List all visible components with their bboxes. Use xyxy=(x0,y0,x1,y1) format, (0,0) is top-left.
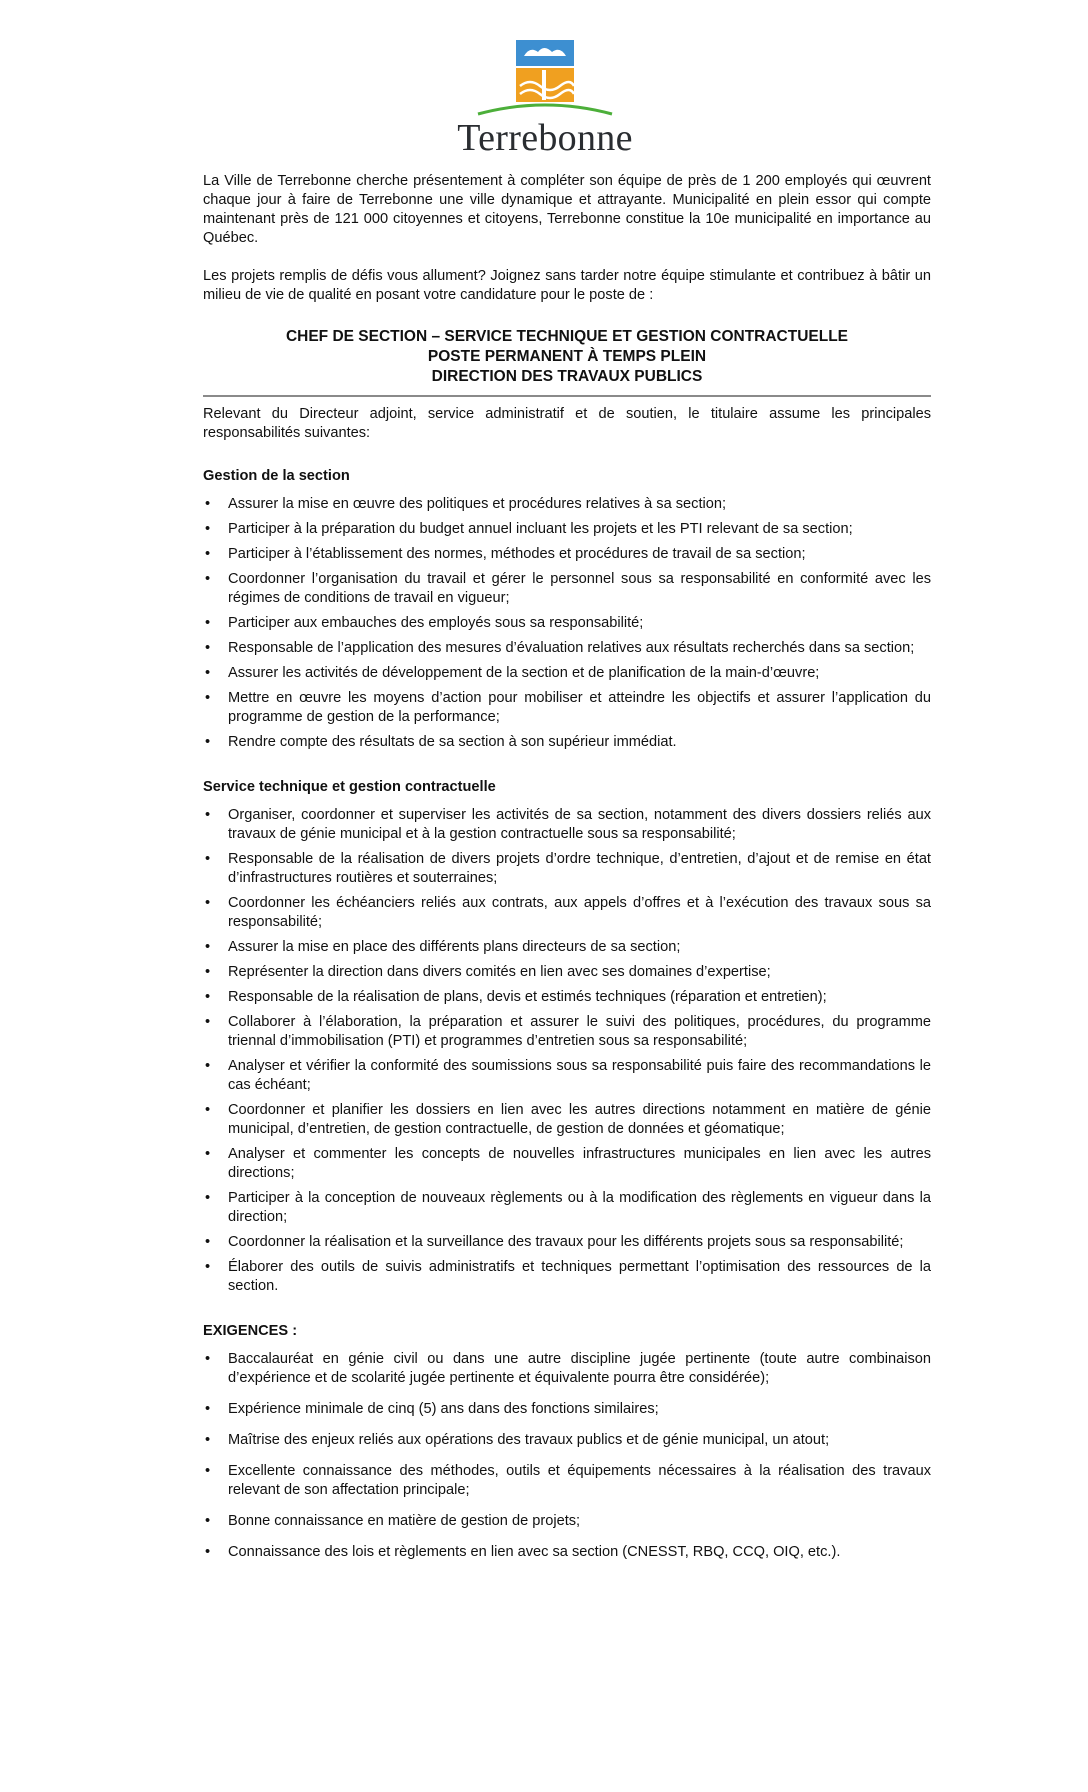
bullet-icon: • xyxy=(205,1259,211,1275)
list-item-text: Connaissance des lois et règlements en lien avec sa section (CNESST, RBQ, CCQ, OIQ, etc.). xyxy=(228,1544,841,1560)
list-item-text: Mettre en œuvre les moyens d’action pour mobiliser et atteindre les objectifs et assurer l’application du programme de gestion de la performance; xyxy=(228,690,931,725)
list-item xyxy=(203,689,931,727)
list-item xyxy=(203,1462,931,1500)
requirements-list xyxy=(203,1350,931,1562)
list-item-text: Maîtrise des enjeux reliés aux opérations des travaux publics et de génie municipal, un atout; xyxy=(228,1432,830,1448)
list-item-text: Représenter la direction dans divers comités en lien avec ses domaines d’expertise; xyxy=(228,964,771,980)
bullet-icon: • xyxy=(205,521,211,537)
bullet-icon: • xyxy=(205,1513,211,1529)
list-item-text: Responsable de l’application des mesures d’évaluation relatives aux résultats recherchés dans sa section; xyxy=(228,640,915,656)
logo-wordmark: Terrebonne xyxy=(457,117,633,159)
bullet-icon: • xyxy=(205,1234,211,1250)
list-item-text: Assurer la mise en place des différents plans directeurs de sa section; xyxy=(228,939,681,955)
bullet-icon: • xyxy=(205,665,211,681)
list-item-text: Excellente connaissance des méthodes, outils et équipements nécessaires à la réalisation des travaux relevant de son affectation principale; xyxy=(228,1463,931,1498)
bullet-icon: • xyxy=(205,851,211,867)
position-title-block xyxy=(203,327,931,387)
list-item-text: Analyser et commenter les concepts de nouvelles infrastructures municipales en lien avec les autres directions; xyxy=(228,1146,931,1181)
bullet-icon: • xyxy=(205,1014,211,1030)
bullet-icon: • xyxy=(205,1432,211,1448)
call-to-action-paragraph: Les projets remplis de défis vous allument? Joignez sans tarder notre équipe stimulante et contribuez à bâtir un milieu de vie de qualité en posant votre candidature pour le poste de : xyxy=(203,268,931,303)
list-item-text: Responsable de la réalisation de divers projets d’ordre technique, d’entretien, d’ajout et de remise en état d’infrastructures routières et souterraines; xyxy=(228,851,931,886)
bullet-icon: • xyxy=(205,1190,211,1206)
list-item xyxy=(203,1400,931,1419)
section-requirements xyxy=(203,1322,931,1562)
list-item-text: Bonne connaissance en matière de gestion de projets; xyxy=(228,1513,581,1529)
section-heading: Gestion de la section xyxy=(203,468,350,484)
list-item-text: Coordonner les échéanciers reliés aux contrats, aux appels d’offres et à l’exécution des travaux sous sa responsabilité; xyxy=(228,895,931,930)
list-item-text: Coordonner l’organisation du travail et gérer le personnel sous sa responsabilité en conformité avec les régimes de conditions de travail en vigueur; xyxy=(228,571,931,606)
list-item-text: Baccalauréat en génie civil ou dans une autre discipline jugée pertinente (toute autre combinaison d’expérience et de scolarité jugée pertinente et équivalente pourra être considérée); xyxy=(228,1351,931,1386)
position-title: CHEF DE SECTION – SERVICE TECHNIQUE ET GESTION CONTRACTUELLE xyxy=(285,328,849,345)
list-item-text: Coordonner la réalisation et la surveillance des travaux pour les différents projets sous sa responsabilité; xyxy=(228,1234,904,1250)
list-item xyxy=(203,1101,931,1139)
list-item xyxy=(203,495,931,514)
list-item xyxy=(203,614,931,633)
bullet-icon: • xyxy=(205,1146,211,1162)
bullet-icon: • xyxy=(205,964,211,980)
bullet-icon: • xyxy=(205,640,211,656)
list-item xyxy=(203,545,931,564)
bullet-icon: • xyxy=(205,807,211,823)
bullet-icon: • xyxy=(205,939,211,955)
list-item xyxy=(203,894,931,932)
list-item xyxy=(203,1431,931,1450)
section-heading: EXIGENCES : xyxy=(203,1323,298,1339)
bullet-icon: • xyxy=(205,1102,211,1118)
list-item xyxy=(203,1189,931,1227)
position-status: POSTE PERMANENT À TEMPS PLEIN xyxy=(427,348,707,365)
responsibility-list xyxy=(203,806,931,1296)
section-heading: Service technique et gestion contractuelle xyxy=(203,779,496,795)
posting-body xyxy=(203,172,931,1574)
list-item xyxy=(203,850,931,888)
list-item-text: Élaborer des outils de suivis administratifs et techniques permettant l’optimisation des ressources de la section. xyxy=(228,1259,931,1294)
bullet-icon: • xyxy=(205,546,211,562)
list-item xyxy=(203,938,931,957)
list-item xyxy=(203,664,931,683)
intro-paragraph: La Ville de Terrebonne cherche présentement à compléter son équipe de près de 1 200 employés qui œuvrent chaque jour à faire de Terrebonne une ville dynamique et attrayante. Municipalité en plein essor qui compte maintenant près de 121 000 citoyennes et citoyens, Terrebonne constitue la 10e municipalité en importance au Québec. xyxy=(203,173,931,246)
bullet-icon: • xyxy=(205,1544,211,1560)
list-item xyxy=(203,570,931,608)
list-item xyxy=(203,639,931,658)
list-item xyxy=(203,1057,931,1095)
bullet-icon: • xyxy=(205,615,211,631)
bullet-icon: • xyxy=(205,734,211,750)
list-item xyxy=(203,806,931,844)
list-item-text: Participer à l’établissement des normes, méthodes et procédures de travail de sa section; xyxy=(228,546,806,562)
list-item-text: Analyser et vérifier la conformité des soumissions sous sa responsabilité puis faire des recommandations le cas échéant; xyxy=(228,1058,931,1093)
list-item-text: Organiser, coordonner et superviser les activités de sa section, notamment des divers dossiers reliés aux travaux de génie municipal et à la gestion contractuelle sous sa responsabilité; xyxy=(228,807,931,842)
bullet-icon: • xyxy=(205,1058,211,1074)
list-item-text: Participer à la préparation du budget annuel incluant les projets et les PTI relevant de sa section; xyxy=(228,521,853,537)
list-item-text: Collaborer à l’élaboration, la préparation et assurer le suivi des politiques, procédures, du programme triennal d’immobilisation (PTI) et programmes d’entretien sous sa responsabilité; xyxy=(228,1014,931,1049)
list-item xyxy=(203,1145,931,1183)
list-item-text: Assurer la mise en œuvre des politiques et procédures relatives à sa section; xyxy=(228,496,727,512)
bullet-icon: • xyxy=(205,989,211,1005)
list-item-text: Coordonner et planifier les dossiers en lien avec les autres directions notamment en matière de génie municipal, d’entretien, de gestion contractuelle, de gestion de données et géomatique; xyxy=(228,1102,931,1137)
list-item-text: Responsable de la réalisation de plans, devis et estimés techniques (réparation et entretien); xyxy=(228,989,827,1005)
bullet-icon: • xyxy=(205,571,211,587)
bullet-icon: • xyxy=(205,1463,211,1479)
list-item-text: Assurer les activités de développement de la section et de planification de la main-d’œuvre; xyxy=(228,665,820,681)
list-item xyxy=(203,520,931,539)
bullet-icon: • xyxy=(205,1351,211,1367)
list-item xyxy=(203,1512,931,1531)
bullet-icon: • xyxy=(205,496,211,512)
city-emblem-icon xyxy=(440,38,650,118)
list-item xyxy=(203,1013,931,1051)
terrebonne-logo xyxy=(440,38,650,158)
list-item xyxy=(203,1258,931,1296)
section-service-technique xyxy=(203,778,931,1296)
list-item-text: Expérience minimale de cinq (5) ans dans des fonctions similaires; xyxy=(228,1401,659,1417)
reports-to-paragraph: Relevant du Directeur adjoint, service administratif et de soutien, le titulaire assume les principales responsabilités suivantes: xyxy=(203,406,931,441)
list-item-text: Participer aux embauches des employés sous sa responsabilité; xyxy=(228,615,644,631)
list-item xyxy=(203,963,931,982)
list-item xyxy=(203,1233,931,1252)
list-item xyxy=(203,733,931,752)
bullet-icon: • xyxy=(205,1401,211,1417)
list-item xyxy=(203,988,931,1007)
position-department: DIRECTION DES TRAVAUX PUBLICS xyxy=(431,368,703,385)
list-item-text: Participer à la conception de nouveaux règlements ou à la modification des règlements en vigueur dans la direction; xyxy=(228,1190,931,1225)
divider xyxy=(203,395,931,397)
list-item xyxy=(203,1543,931,1562)
list-item-text: Rendre compte des résultats de sa section à son supérieur immédiat. xyxy=(228,734,677,750)
bullet-icon: • xyxy=(205,895,211,911)
list-item xyxy=(203,1350,931,1388)
bullet-icon: • xyxy=(205,690,211,706)
responsibility-list xyxy=(203,495,931,752)
section-gestion xyxy=(203,467,931,752)
